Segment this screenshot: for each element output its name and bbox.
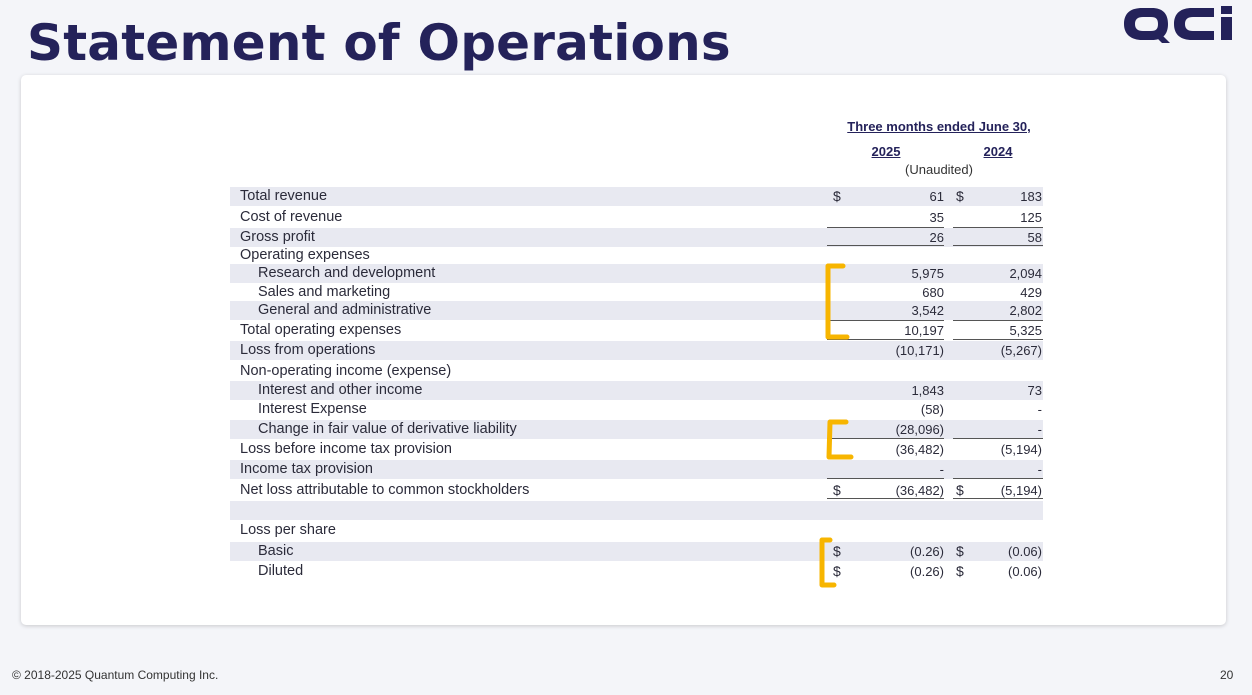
- highlight-bracket: [821, 261, 855, 343]
- table-row: [230, 283, 1043, 302]
- row-label: General and administrative: [258, 302, 432, 318]
- row-label: Operating expenses: [240, 247, 370, 263]
- currency-2025: $: [833, 188, 841, 204]
- currency-2024: $: [956, 543, 964, 559]
- value-2024: 2,802: [1009, 303, 1042, 318]
- currency-2024: $: [956, 563, 964, 579]
- table-row: [230, 264, 1043, 283]
- row-label: Interest Expense: [258, 401, 367, 417]
- value-2024: (5,194): [1000, 483, 1042, 498]
- underline: [953, 245, 1043, 246]
- value-2025: (0.26): [910, 544, 944, 559]
- table-row: [230, 501, 1043, 520]
- value-2024: 5,325: [1009, 323, 1042, 338]
- value-2025: 10,197: [904, 323, 944, 338]
- underline: [953, 498, 1043, 499]
- page-number: 20: [1220, 668, 1234, 682]
- underline: [953, 478, 1043, 479]
- row-label: Gross profit: [240, 229, 315, 245]
- value-2024: -: [1037, 422, 1042, 437]
- value-2025: (36,482): [895, 442, 944, 457]
- underline: [953, 227, 1043, 228]
- table-row: [230, 187, 1043, 206]
- value-2025: 61: [929, 189, 944, 204]
- value-2025: (0.26): [910, 564, 944, 579]
- table-row: [230, 208, 1043, 227]
- value-2025: 3,542: [911, 303, 944, 318]
- underline: [827, 478, 944, 479]
- value-2025: (28,096): [895, 422, 944, 437]
- table-row: [230, 542, 1043, 561]
- table-row: [230, 301, 1043, 320]
- value-2025: 1,843: [911, 383, 944, 398]
- table-row: [230, 246, 1043, 265]
- table-row: [230, 460, 1043, 479]
- value-2025: (58): [920, 402, 944, 417]
- unaudited-note: (Unaudited): [905, 162, 973, 177]
- value-2025: 35: [929, 210, 944, 225]
- period-header: Three months ended June 30,: [847, 119, 1031, 134]
- underline: [953, 339, 1043, 340]
- value-2024: 2,094: [1009, 266, 1042, 281]
- table-row: [230, 562, 1043, 581]
- highlight-bracket: [815, 535, 841, 591]
- table-row: [230, 521, 1043, 540]
- row-label: Total revenue: [240, 188, 328, 204]
- underline: [953, 438, 1043, 439]
- value-2024: (5,194): [1000, 442, 1042, 457]
- value-2025: (10,171): [895, 343, 944, 358]
- value-2024: -: [1037, 462, 1042, 477]
- value-2025: (36,482): [895, 483, 944, 498]
- value-2025: 26: [929, 230, 944, 245]
- value-2025: -: [939, 462, 944, 477]
- value-2024: 183: [1020, 189, 1042, 204]
- row-label: Interest and other income: [258, 382, 423, 398]
- underline: [827, 227, 944, 228]
- table-row: [230, 381, 1043, 400]
- value-2025: 5,975: [911, 266, 944, 281]
- row-label: Loss from operations: [240, 342, 376, 358]
- currency-2024: $: [956, 188, 964, 204]
- row-label: Sales and marketing: [258, 284, 391, 300]
- year-2024-header: 2024: [983, 144, 1013, 159]
- row-label: Diluted: [258, 563, 304, 579]
- currency-2025: $: [833, 543, 841, 559]
- table-row: [230, 321, 1043, 340]
- row-label: Income tax provision: [240, 461, 373, 477]
- value-2024: -: [1037, 402, 1042, 417]
- statement-card: [21, 75, 1226, 625]
- table-row: [230, 420, 1043, 439]
- row-label: Non-operating income (expense): [240, 363, 452, 379]
- value-2024: 429: [1020, 285, 1042, 300]
- row-label: Total operating expenses: [240, 322, 402, 338]
- qci-logo: [1118, 2, 1248, 50]
- value-2024: (5,267): [1000, 343, 1042, 358]
- underline: [827, 245, 944, 246]
- highlight-bracket: [821, 417, 855, 463]
- underline: [827, 498, 944, 499]
- value-2024: 73: [1027, 383, 1042, 398]
- table-row: [230, 440, 1043, 459]
- footer-copyright: © 2018-2025 Quantum Computing Inc.: [12, 668, 219, 682]
- row-label: Basic: [258, 543, 294, 559]
- row-label: Net loss attributable to common stockholders: [240, 482, 530, 498]
- value-2024: (0.06): [1008, 544, 1042, 559]
- table-row: [230, 362, 1043, 381]
- page-title: Statement of Operations: [27, 14, 731, 72]
- row-label: Change in fair value of derivative liability: [258, 421, 517, 437]
- row-label: Cost of revenue: [240, 209, 343, 225]
- value-2025: 680: [922, 285, 944, 300]
- row-label: Loss per share: [240, 522, 336, 538]
- currency-2024: $: [956, 482, 964, 498]
- row-label: Research and development: [258, 265, 436, 281]
- currency-2025: $: [833, 563, 841, 579]
- row-label: Loss before income tax provision: [240, 441, 452, 457]
- year-2025-header: 2025: [871, 144, 901, 159]
- value-2024: 58: [1027, 230, 1042, 245]
- currency-2025: $: [833, 482, 841, 498]
- underline: [953, 320, 1043, 321]
- table-row: [230, 400, 1043, 419]
- value-2024: (0.06): [1008, 564, 1042, 579]
- table-row: [230, 341, 1043, 360]
- value-2024: 125: [1020, 210, 1042, 225]
